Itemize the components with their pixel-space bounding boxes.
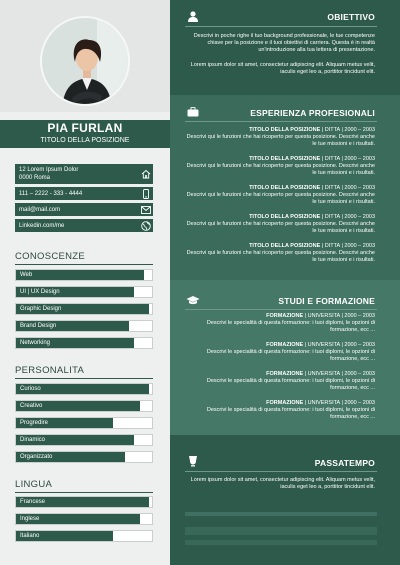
language-heading: LINGUA <box>15 479 53 490</box>
bar-label: Inglese <box>20 516 40 522</box>
decorative-stripe <box>185 512 377 516</box>
personality-divider <box>15 378 153 379</box>
entry-title: TITOLO DELLA POSIZIONE <box>249 127 321 133</box>
bar-label: Progredire <box>20 420 49 426</box>
studi-entry <box>185 371 375 392</box>
studi-entry <box>185 342 375 363</box>
entry-description: Descrivi le specialità di questa formazione: i tuoi diplomi, le opzioni di formazione, ecc ... <box>206 407 375 420</box>
person-name: PIA FURLAN <box>47 121 123 135</box>
mail-icon <box>139 203 153 216</box>
personality-heading: PERSONALITA <box>15 365 85 376</box>
decorative-stripe <box>185 527 377 535</box>
esperienza-entry <box>185 156 375 177</box>
conoscenze-bar <box>15 303 153 315</box>
decorative-stripe <box>185 540 377 545</box>
objective-heading: OBIETTIVO <box>327 12 375 22</box>
entry-meta: | DITTA | 2000 – 2003 <box>320 185 375 191</box>
address-text: 12 Lorem Ipsum Dolor 0000 Roma <box>19 167 79 181</box>
person-icon <box>186 10 200 22</box>
level-fill <box>16 270 144 280</box>
personalita-bar <box>15 383 153 395</box>
contact-email <box>15 203 153 216</box>
entry-title: TITOLO DELLA POSIZIONE <box>249 243 321 249</box>
studi-entry <box>185 313 375 334</box>
entry-title: TITOLO DELLA POSIZIONE <box>249 185 321 191</box>
contact-linkedin <box>15 219 153 232</box>
person-portrait-icon <box>42 18 130 106</box>
position-title: TITOLO DELLA POSIZIONE <box>40 137 130 144</box>
hobbies-text: Lorem ipsum dolor sit amet, consectetur adipiscing elit. Aliquam metus velit, iaculis eget leo a, porttitor tincidunt elit. <box>190 477 375 490</box>
phone-icon <box>139 187 153 200</box>
phone-text: 111 – 2222 - 333 - 4444 <box>19 190 83 197</box>
conoscenze-bar <box>15 269 153 281</box>
entry-description: Descrivi le specialità di questa formazione: i tuoi diplomi, le opzioni di formazione, ecc ... <box>206 378 375 391</box>
bar-label: Dinamico <box>20 437 46 443</box>
entry-title: FORMAZIONE <box>266 342 304 348</box>
esperienza-entry <box>185 243 375 264</box>
graduation-cap-icon <box>186 294 200 306</box>
profile-photo <box>40 16 130 106</box>
bar-label: Curioso <box>20 386 41 392</box>
entry-title: TITOLO DELLA POSIZIONE <box>249 214 321 220</box>
hobbies-panel <box>170 435 400 565</box>
entry-title: FORMAZIONE <box>266 371 304 377</box>
bar-label: Organizzato <box>20 454 53 460</box>
entry-meta: | DITTA | 2000 – 2003 <box>320 214 375 220</box>
entry-meta: | UNIVERSITA | 2000 – 2003 <box>303 342 375 348</box>
entry-description: Descrivi qui le funzioni che hai ricoperto per questa posizione. Descrivi anche le tue missioni e i risultati. <box>186 221 375 234</box>
entry-title: FORMAZIONE <box>266 400 304 406</box>
bar-label: Networking <box>20 340 51 346</box>
contact-address <box>15 164 153 184</box>
conoscenze-bar <box>15 286 153 298</box>
bar-label: Creativo <box>20 403 43 409</box>
personalita-bar <box>15 434 153 446</box>
objective-text-2: Lorem ipsum dolor sit amet, consectetur adipiscing elit. Aliquam metus velit, iaculis eget leo a, porttitor tincidunt elit. <box>190 62 375 75</box>
language-divider <box>15 492 153 493</box>
entry-description: Descrivi qui le funzioni che hai ricoperto per questa posizione. Descrivi anche le tue missioni e i risultati. <box>186 134 375 147</box>
bar-label: UI | UX Design <box>20 289 60 295</box>
skills-divider <box>15 264 153 265</box>
bar-label: Francese <box>20 499 46 505</box>
entry-title: TITOLO DELLA POSIZIONE <box>249 156 321 162</box>
email-text: mail@mail.com <box>19 206 61 213</box>
home-icon <box>139 164 153 184</box>
conoscenze-bar <box>15 337 153 349</box>
esperienza-entry <box>185 214 375 235</box>
bar-label: Graphic Design <box>20 306 62 312</box>
experience-heading: ESPERIENZA PROFESIONALI <box>250 108 375 118</box>
studi-entry <box>185 400 375 421</box>
experience-divider <box>185 121 377 122</box>
education-divider <box>185 309 377 310</box>
bar-label: Web <box>20 272 33 278</box>
entry-meta: | UNIVERSITA | 2000 – 2003 <box>303 400 375 406</box>
entry-meta: | UNIVERSITA | 2000 – 2003 <box>303 313 375 319</box>
entry-title: FORMAZIONE <box>266 313 304 319</box>
bar-label: Brand Design <box>20 323 57 329</box>
lingua-bar <box>15 530 153 542</box>
entry-description: Descrivi qui le funzioni che hai ricoperto per questa posizione. Descrivi anche le tue missioni e i risultati. <box>186 250 375 263</box>
globe-icon <box>139 219 153 232</box>
objective-divider <box>185 26 377 27</box>
entry-description: Descrivi le specialità di questa formazione: i tuoi diplomi, le opzioni di formazione, ecc ... <box>206 349 375 362</box>
conoscenze-bar <box>15 320 153 332</box>
hobby-icon <box>186 455 200 467</box>
bar-label: Italiano <box>20 533 40 539</box>
hobbies-divider <box>185 471 377 472</box>
personalita-bar <box>15 451 153 463</box>
entry-description: Descrivi le specialità di questa formazione: i tuoi diplomi, le opzioni di formazione, ecc ... <box>206 320 375 333</box>
entry-meta: | DITTA | 2000 – 2003 <box>320 156 375 162</box>
briefcase-icon <box>186 106 200 118</box>
personalita-bar <box>15 400 153 412</box>
hobbies-heading: PASSATEMPO <box>314 458 375 468</box>
entry-meta: | DITTA | 2000 – 2003 <box>320 127 375 133</box>
esperienza-entry <box>185 127 375 148</box>
linkedin-text: Linkedin.com/me <box>19 222 65 229</box>
contact-phone <box>15 187 153 200</box>
entry-meta: | UNIVERSITA | 2000 – 2003 <box>303 371 375 377</box>
skills-heading: CONOSCENZE <box>15 251 86 262</box>
lingua-bar <box>15 496 153 508</box>
personalita-bar <box>15 417 153 429</box>
lingua-bar <box>15 513 153 525</box>
education-heading: STUDI E FORMAZIONE <box>278 296 375 306</box>
objective-text: Descrivi in poche righe il tuo background professionale, le tue competenze chiave per la posizione e il tuoi obiettivi di carriera. Questa è in realtà un'introduzione alla tua lettera di presentazione. <box>193 33 375 53</box>
entry-description: Descrivi qui le funzioni che hai ricoperto per questa posizione. Descrivi anche le tue missioni e i risultati. <box>186 192 375 205</box>
esperienza-entry <box>185 185 375 206</box>
entry-meta: | DITTA | 2000 – 2003 <box>320 243 375 249</box>
entry-description: Descrivi qui le funzioni che hai ricoperto per questa posizione. Descrivi anche le tue missioni e i risultati. <box>186 163 375 176</box>
